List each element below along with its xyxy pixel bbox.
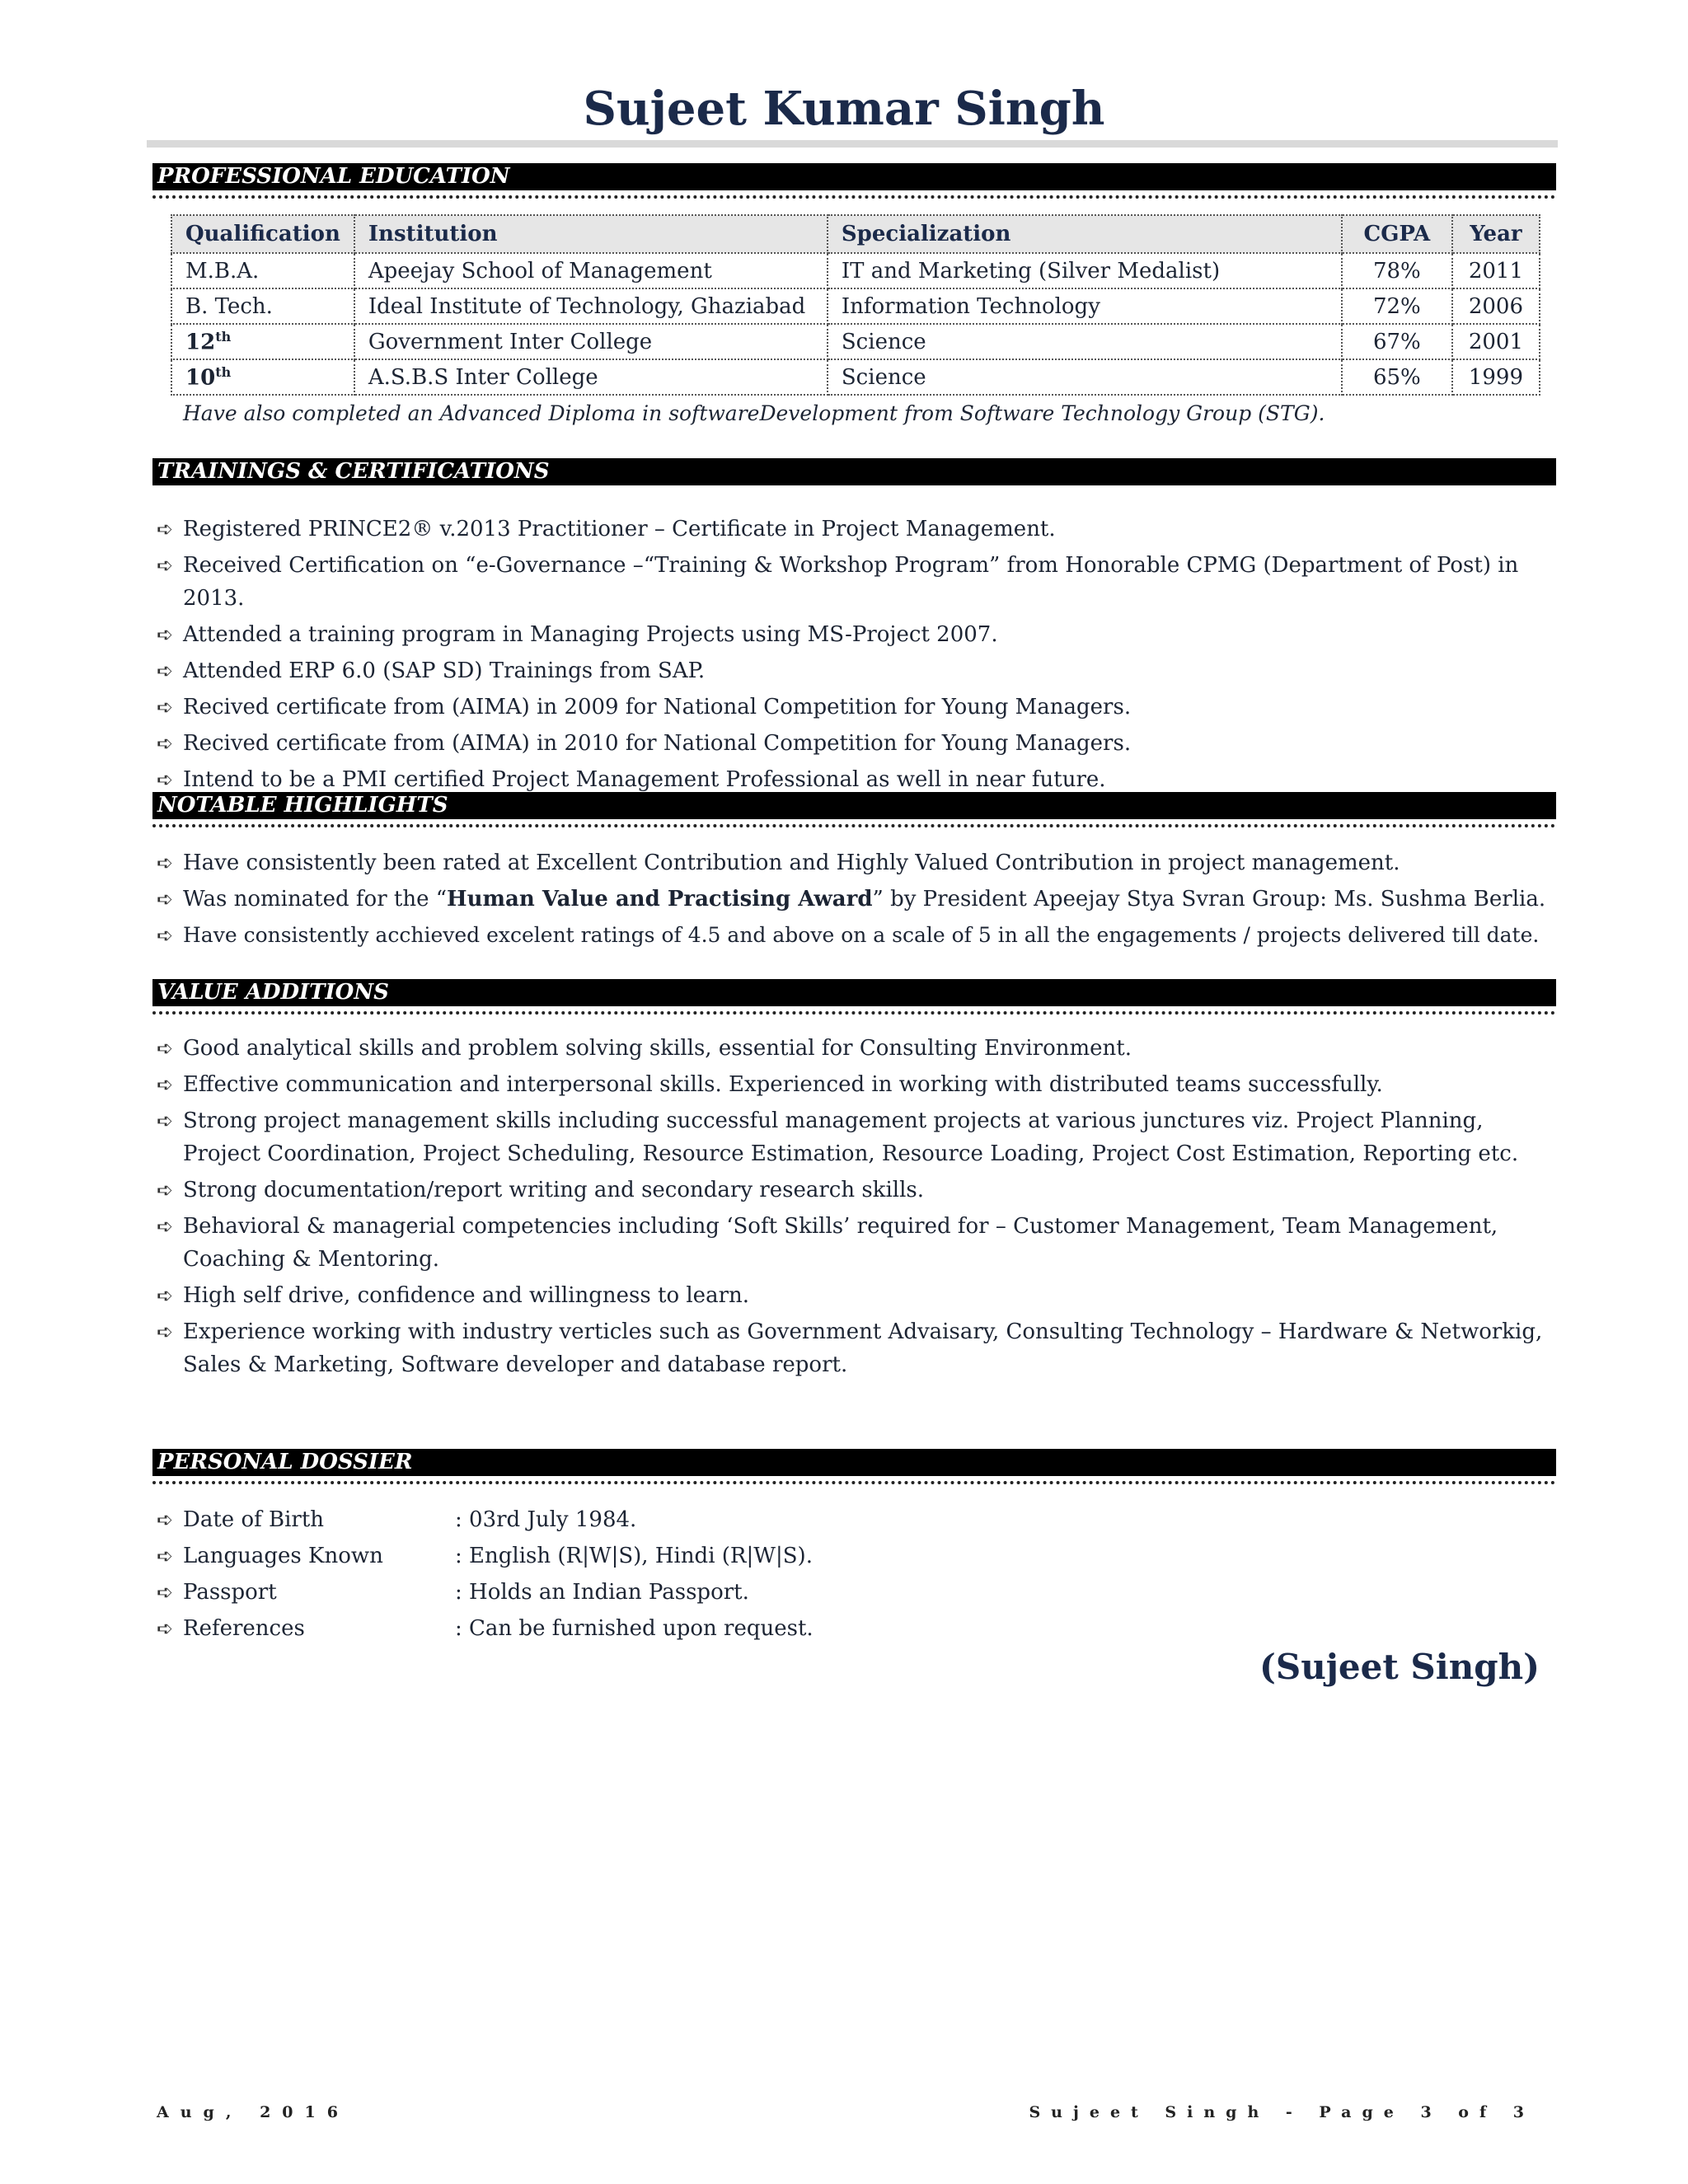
arrow-bullet-icon: ➪ [157,1109,174,1132]
detail-value: : Can be furnished upon request. [455,1616,814,1641]
table-row [171,324,1540,359]
section-divider [152,190,1556,199]
column-header: CGPA [1342,215,1452,253]
specialization-cell: Science [828,324,1342,359]
section-title: PROFESSIONAL EDUCATION [152,163,1556,190]
section-divider [152,819,1556,827]
section-title: NOTABLE HIGHLIGHTS [152,792,1556,819]
personal-details [157,1502,981,1647]
detail-row [157,1538,981,1574]
list-item: ➪ Experience working with industry verticles such as Government Advaisary, Consulting Technology – Hardware & Networkig, Sales & Marketing, Software developer and database report. [157,1315,1558,1381]
section-title: PERSONAL DOSSIER [152,1449,1556,1476]
footer-page: Sujeet Singh - Page 3 of 3 [1029,2103,1535,2121]
list-item: ➪ Have consistently acchieved excelent ratings of 4.5 and above on a scale of 5 in all the engagements / projects delivered till date. [157,919,1558,952]
qualification-cell [171,324,354,359]
title-rule [147,140,1558,148]
column-header: Institution [354,215,828,253]
detail-label: Date of Birth [183,1507,325,1532]
list-item: ➪ Strong documentation/report writing and secondary research skills. [157,1174,1558,1207]
arrow-bullet-icon: ➪ [157,1179,174,1202]
section-title: TRAININGS & CERTIFICATIONS [152,458,1556,485]
arrow-bullet-icon: ➪ [157,1320,174,1343]
value-additions-list [157,1032,1558,1385]
cgpa-cell: 78% [1342,253,1452,288]
arrow-bullet-icon: ➪ [157,1284,174,1307]
signature: (Sujeet Singh) [1259,1647,1540,1687]
institution-cell: Apeejay School of Management [354,253,828,288]
qualification-cell: M.B.A. [171,253,354,288]
highlight-text: Was nominated for the “ [183,887,448,912]
arrow-bullet-icon: ➪ [157,659,174,682]
education-note: Have also completed an Advanced Diploma in softwareDevelopment from Software Technology Group (STG). [183,401,1325,425]
year-cell: 2011 [1452,253,1540,288]
list-item: ➪ Attended ERP 6.0 (SAP SD) Trainings from SAP. [157,654,1558,687]
arrow-bullet-icon: ➪ [157,518,174,541]
footer-date: Aug, 2016 [157,2103,349,2121]
institution-cell: Ideal Institute of Technology, Ghaziabad [354,288,828,324]
year-cell: 2006 [1452,288,1540,324]
list-item: ➪ Behavioral & managerial competencies including ‘Soft Skills’ required for – Customer Management, Team Management, Coaching & Mentoring. [157,1210,1558,1276]
arrow-bullet-icon: ➪ [157,1508,174,1531]
section-highlights [152,792,1556,827]
arrow-bullet-icon: ➪ [157,696,174,719]
column-header: Year [1452,215,1540,253]
qualification-value: 10 [185,365,216,391]
specialization-cell: Information Technology [828,288,1342,324]
table-row [171,253,1540,288]
institution-cell: A.S.B.S Inter College [354,359,828,395]
table-row [171,288,1540,324]
detail-label: References [183,1616,305,1641]
specialization-cell: IT and Marketing (Silver Medalist) [828,253,1342,288]
detail-row [157,1502,981,1538]
list-item [157,883,1558,916]
highlight-text: ” by President Apeejay Stya Svran Group: Ms. Sushma Berlia. [872,887,1546,912]
column-header: Qualification [171,215,354,253]
list-item: ➪ Effective communication and interpersonal skills. Experienced in working with distributed teams successfully. [157,1068,1558,1101]
cgpa-cell: 65% [1342,359,1452,395]
education-table [171,214,1540,396]
detail-label: Passport [183,1580,277,1605]
arrow-bullet-icon: ➪ [157,768,174,791]
list-item: ➪ Recived certificate from (AIMA) in 2009 for National Competition for Young Managers. [157,691,1558,724]
year-cell: 2001 [1452,324,1540,359]
list-item: ➪ Good analytical skills and problem solving skills, essential for Consulting Environment. [157,1032,1558,1065]
section-value-additions [152,979,1556,1015]
arrow-bullet-icon: ➪ [157,924,174,947]
arrow-bullet-icon: ➪ [157,554,174,577]
qualification-value: 12 [185,330,216,355]
list-item: ➪ Attended a training program in Managing Projects using MS-Project 2007. [157,618,1558,651]
section-divider [152,1006,1556,1015]
detail-value: : Holds an Indian Passport. [455,1580,749,1605]
detail-value: : 03rd July 1984. [455,1507,637,1532]
list-item: ➪ High self drive, confidence and willingness to learn. [157,1279,1558,1312]
detail-label: Languages Known [183,1544,383,1568]
trainings-list [157,513,1558,799]
qualification-suffix: th [215,328,232,344]
highlights-list [157,846,1558,955]
award-name: Human Value and Practising Award [447,887,873,912]
qualification-suffix: th [215,363,232,380]
candidate-name: Sujeet Kumar Singh [583,82,1105,136]
section-divider [152,1476,1556,1484]
arrow-bullet-icon: ➪ [157,1581,174,1604]
qualification-cell [171,359,354,395]
qualification-cell: B. Tech. [171,288,354,324]
arrow-bullet-icon: ➪ [157,1544,174,1568]
detail-row [157,1574,981,1610]
column-header: Specialization [828,215,1342,253]
specialization-cell: Science [828,359,1342,395]
arrow-bullet-icon: ➪ [157,623,174,646]
arrow-bullet-icon: ➪ [157,1073,174,1096]
list-item: ➪ Intend to be a PMI certified Project Management Professional as well in near future. [157,763,1558,796]
list-item: ➪ Received Certification on “e-Governance –“Training & Workshop Program” from Honorable CPMG (Department of Post) in 2013. [157,549,1558,615]
table-header-row [171,215,1540,253]
cgpa-cell: 67% [1342,324,1452,359]
list-item: ➪ Recived certificate from (AIMA) in 2010 for National Competition for Young Managers. [157,727,1558,760]
arrow-bullet-icon: ➪ [157,1037,174,1060]
list-item: ➪ Have consistently been rated at Excellent Contribution and Highly Valued Contribution in project management. [157,846,1558,879]
section-title: VALUE ADDITIONS [152,979,1556,1006]
section-personal [152,1449,1556,1484]
institution-cell: Government Inter College [354,324,828,359]
list-item: ➪ Strong project management skills including successful management projects at various junctures viz. Project Planning, Project Coordination, Project Scheduling, Resource Estimation, Resource Loading, Project Cost Estimation, Reporting etc. [157,1104,1558,1170]
arrow-bullet-icon: ➪ [157,1215,174,1238]
cgpa-cell: 72% [1342,288,1452,324]
detail-value: : English (R|W|S), Hindi (R|W|S). [455,1544,813,1568]
section-education [152,163,1556,199]
arrow-bullet-icon: ➪ [157,851,174,874]
section-trainings [152,458,1556,494]
detail-row [157,1610,981,1647]
year-cell: 1999 [1452,359,1540,395]
arrow-bullet-icon: ➪ [157,888,174,911]
arrow-bullet-icon: ➪ [157,1617,174,1640]
arrow-bullet-icon: ➪ [157,732,174,755]
list-item: ➪ Registered PRINCE2® v.2013 Practitioner – Certificate in Project Management. [157,513,1558,546]
section-divider [152,485,1556,494]
table-row [171,359,1540,395]
